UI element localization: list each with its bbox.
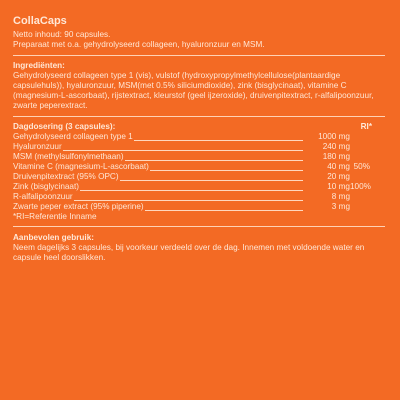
dosage-row-name-wrap [13, 132, 303, 142]
dosage-row [13, 172, 385, 182]
dosage-row [13, 132, 385, 142]
dosage-header [13, 122, 372, 132]
dosage-row-leader [120, 173, 303, 181]
supplement-label [13, 15, 385, 263]
ingredients-text: Gehydrolyseerd collageen type 1 (vis), vulstof (hydroxypropylmethylcellulose(plantaardige capsulehuls)), hyaluronzuur, MSM(met 0.5% siliciumdioxide), zink (bisglycinaat), vitamine C (magnesium-L-ascorbaat), rijstextract, kleurstof (geel ijzeroxide), druivenpitextract, r-alfalipoonzuur, zwarte peperextract. [13, 71, 374, 110]
ri-footnote: *RI=Referentie Inname [13, 212, 97, 221]
dosage-row-amount: 240 mg [322, 142, 350, 151]
dosage-row-name: Vitamine C (magnesium-L-ascorbaat) [13, 162, 149, 171]
dosage-row [13, 162, 385, 172]
dosage-row [13, 202, 385, 212]
dosage-row-name: Hyaluronzuur [13, 142, 62, 151]
dosage-row [13, 152, 385, 162]
preparation-text: Preparaat met o.a. gehydrolyseerd collageen, hyaluronzuur en MSM. [13, 40, 265, 49]
dosage-row-leader [150, 163, 303, 171]
dosage-row-ri: 50% [353, 162, 370, 171]
dosage-row-amount: 20 mg [327, 172, 350, 181]
dosage-heading: Dagdosering (3 capsules): [13, 122, 116, 131]
dosage-row-name-wrap [13, 202, 303, 212]
dosage-row-leader [74, 193, 303, 201]
dosage-row-name-wrap [13, 192, 303, 202]
dosage-section [13, 122, 385, 222]
dosage-row-name-wrap [13, 172, 303, 182]
dosage-row-name: Druivenpitextract (95% OPC) [13, 172, 119, 181]
dosage-row [13, 142, 385, 152]
dosage-row [13, 192, 385, 202]
dosage-row-name-wrap [13, 162, 303, 172]
dosage-row-name: Zwarte peper extract (95% piperine) [13, 202, 144, 211]
dosage-row-name-wrap [13, 152, 303, 162]
dosage-row-name: Gehydrolyseerd collageen type 1 [13, 132, 133, 141]
dosage-row-leader [63, 143, 303, 151]
dosage-row-leader [125, 153, 303, 161]
dosage-row-leader [80, 183, 303, 191]
dosage-row-name: R-alfalipoonzuur [13, 192, 73, 201]
dosage-row-amount: 1000 mg [318, 132, 350, 141]
dosage-row-amount: 40 mg [327, 162, 350, 171]
usage-text: Neem dagelijks 3 capsules, bij voorkeur verdeeld over de dag. Innemen met voldoende water en capsule heel doorslikken. [13, 243, 365, 262]
net-content: Netto inhoud: 90 capsules. [13, 30, 111, 39]
dosage-row-amount: 10 mg [327, 182, 350, 191]
dosage-row-amount: 8 mg [331, 192, 350, 201]
dosage-row-name: Zink (bisglycinaat) [13, 182, 79, 191]
usage-heading: Aanbevolen gebruik: [13, 233, 94, 242]
dosage-row-name-wrap [13, 182, 303, 192]
dosage-row-amount: 180 mg [322, 152, 350, 161]
dosage-row-amount: 3 mg [331, 202, 350, 211]
divider-ingredients-top [13, 55, 385, 56]
ri-heading: RI* [360, 122, 372, 131]
divider-usage-top [13, 226, 385, 227]
dosage-row-ri: 100% [350, 182, 371, 191]
product-title: CollaCaps [13, 15, 67, 27]
dosage-row [13, 182, 385, 192]
ingredients-heading: Ingrediënten: [13, 61, 65, 70]
divider-dosage-top [13, 116, 385, 117]
dosage-row-leader [145, 203, 303, 211]
ingredients-section [13, 61, 385, 111]
usage-section [13, 233, 385, 263]
dosage-row-leader [134, 133, 303, 141]
dosage-row-name: MSM (methylsulfonylmethaan) [13, 152, 124, 161]
dosage-row-name-wrap [13, 142, 303, 152]
